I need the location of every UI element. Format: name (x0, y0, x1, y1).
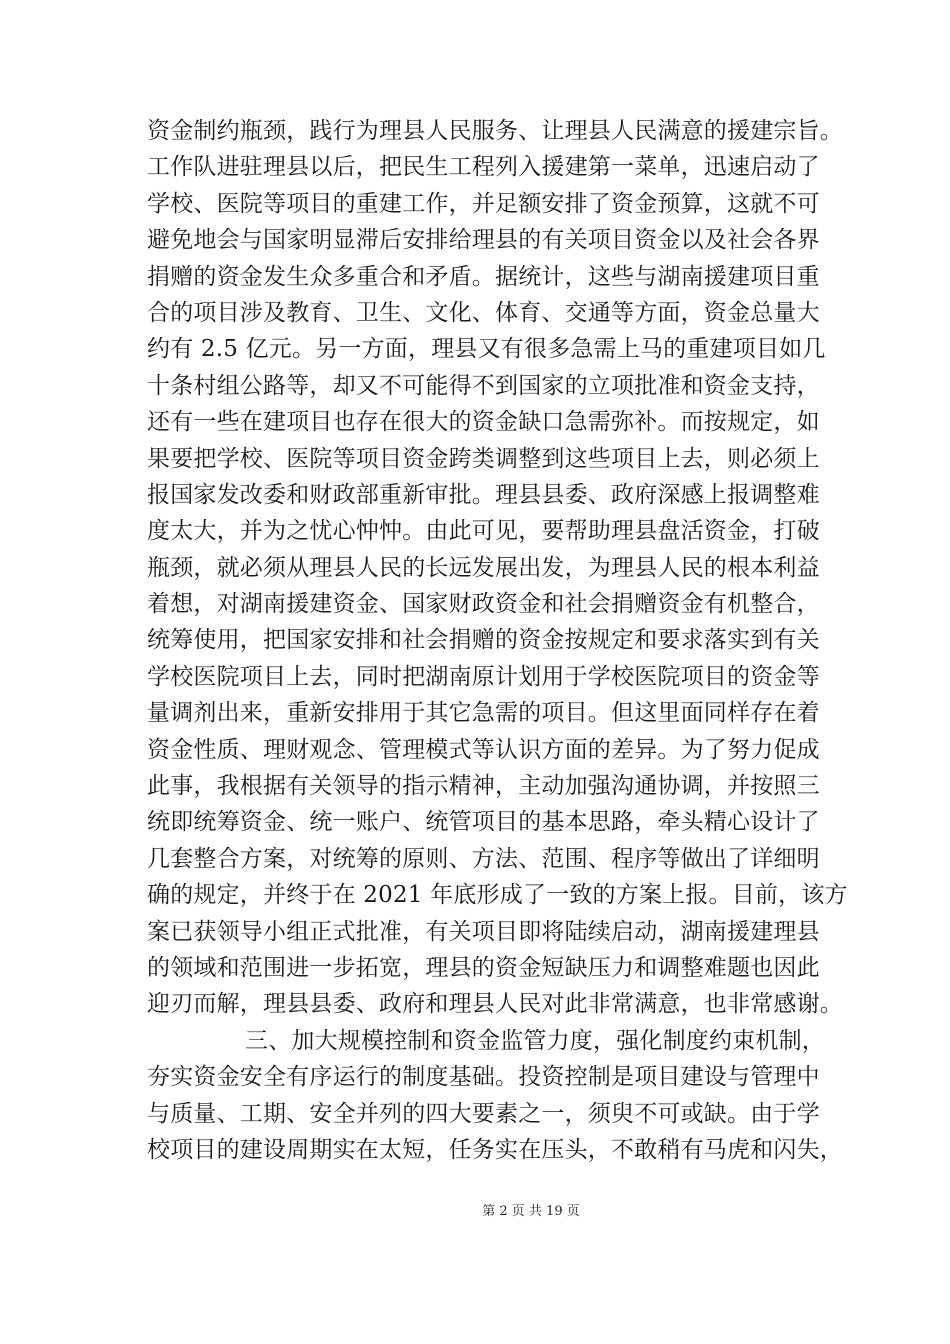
text-line: 约有 2.5 亿元。另一方面，理县又有很多急需上马的重建项目如几 (147, 336, 826, 363)
text-line: 案已获领导小组正式批准，有关项目即将陆续启动，湖南援建理县 (147, 918, 820, 945)
text-line: 瓶颈，就必须从理县人民的长远发展出发，为理县人民的根本利益 (147, 554, 820, 581)
text-line: 学校医院项目上去，同时把湖南原计划用于学校医院项目的资金等 (147, 663, 820, 690)
text-line: 夯实资金安全有序运行的制度基础。投资控制是项目建设与管理中 (147, 1064, 820, 1091)
text-line: 着想，对湖南援建资金、国家财政资金和社会捐赠资金有机整合， (147, 591, 820, 618)
text-line: 迎刃而解，理县县委、政府和理县人民对此非常满意，也非常感谢。 (147, 991, 843, 1018)
section-heading-line: 三、加大规模控制和资金监管力度，强化制度约束机制， (245, 1027, 825, 1054)
text-line: 十条村组公路等，却又不可能得不到国家的立项批准和资金支持， (147, 372, 820, 399)
text-line: 资金性质、理财观念、管理模式等认识方面的差异。为了努力促成 (147, 736, 820, 763)
text-line: 确的规定，并终于在 2021 年底形成了一致的方案上报。目前，该方 (147, 882, 848, 909)
text-line: 报国家发改委和财政部重新审批。理县县委、政府深感上报调整难 (147, 481, 820, 508)
text-line: 避免地会与国家明显滞后安排给理县的有关项目资金以及社会各界 (147, 227, 820, 254)
text-line: 还有一些在建项目也存在很大的资金缺口急需弥补。而按规定，如 (147, 409, 820, 436)
text-line: 与质量、工期、安全并列的四大要素之一，须臾不可或缺。由于学 (147, 1100, 820, 1127)
page-number-footer: 第 2 页 共 19 页 (482, 1204, 580, 1219)
text-line: 量调剂出来，重新安排用于其它急需的项目。但这里面同样存在着 (147, 700, 820, 727)
text-line: 度太大，并为之忧心忡忡。由此可见，要帮助理县盘活资金，打破 (147, 518, 820, 545)
body-text (147, 113, 848, 1168)
text-line: 合的项目涉及教育、卫生、文化、体育、交通等方面，资金总量大 (147, 299, 820, 326)
text-line: 资金制约瓶颈，践行为理县人民服务、让理县人民满意的援建宗旨。 (147, 118, 843, 144)
text-line: 果要把学校、医院等项目资金跨类调整到这些项目上去，则必须上 (147, 445, 820, 472)
text-line: 几套整合方案，对统筹的原则、方法、范围、程序等做出了详细明 (147, 845, 820, 872)
text-line: 统即统筹资金、统一账户、统管项目的基本思路，牵头精心设计了 (147, 809, 820, 836)
text-line: 的领域和范围进一步拓宽，理县的资金短缺压力和调整难题也因此 (147, 954, 820, 981)
text-line: 捐赠的资金发生众多重合和矛盾。据统计，这些与湖南援建项目重 (147, 263, 820, 290)
text-line: 统筹使用，把国家安排和社会捐赠的资金按规定和要求落实到有关 (147, 627, 820, 654)
text-line: 学校、医院等项目的重建工作，并足额安排了资金预算，这就不可 (147, 190, 820, 217)
text-line: 校项目的建设周期实在太短，任务实在压头，不敢稍有马虎和闪失， (147, 1136, 843, 1163)
text-line: 此事，我根据有关领导的指示精神，主动加强沟通协调，并按照三 (147, 773, 820, 800)
text-line: 工作队进驻理县以后，把民生工程列入援建第一菜单，迅速启动了 (147, 154, 820, 181)
